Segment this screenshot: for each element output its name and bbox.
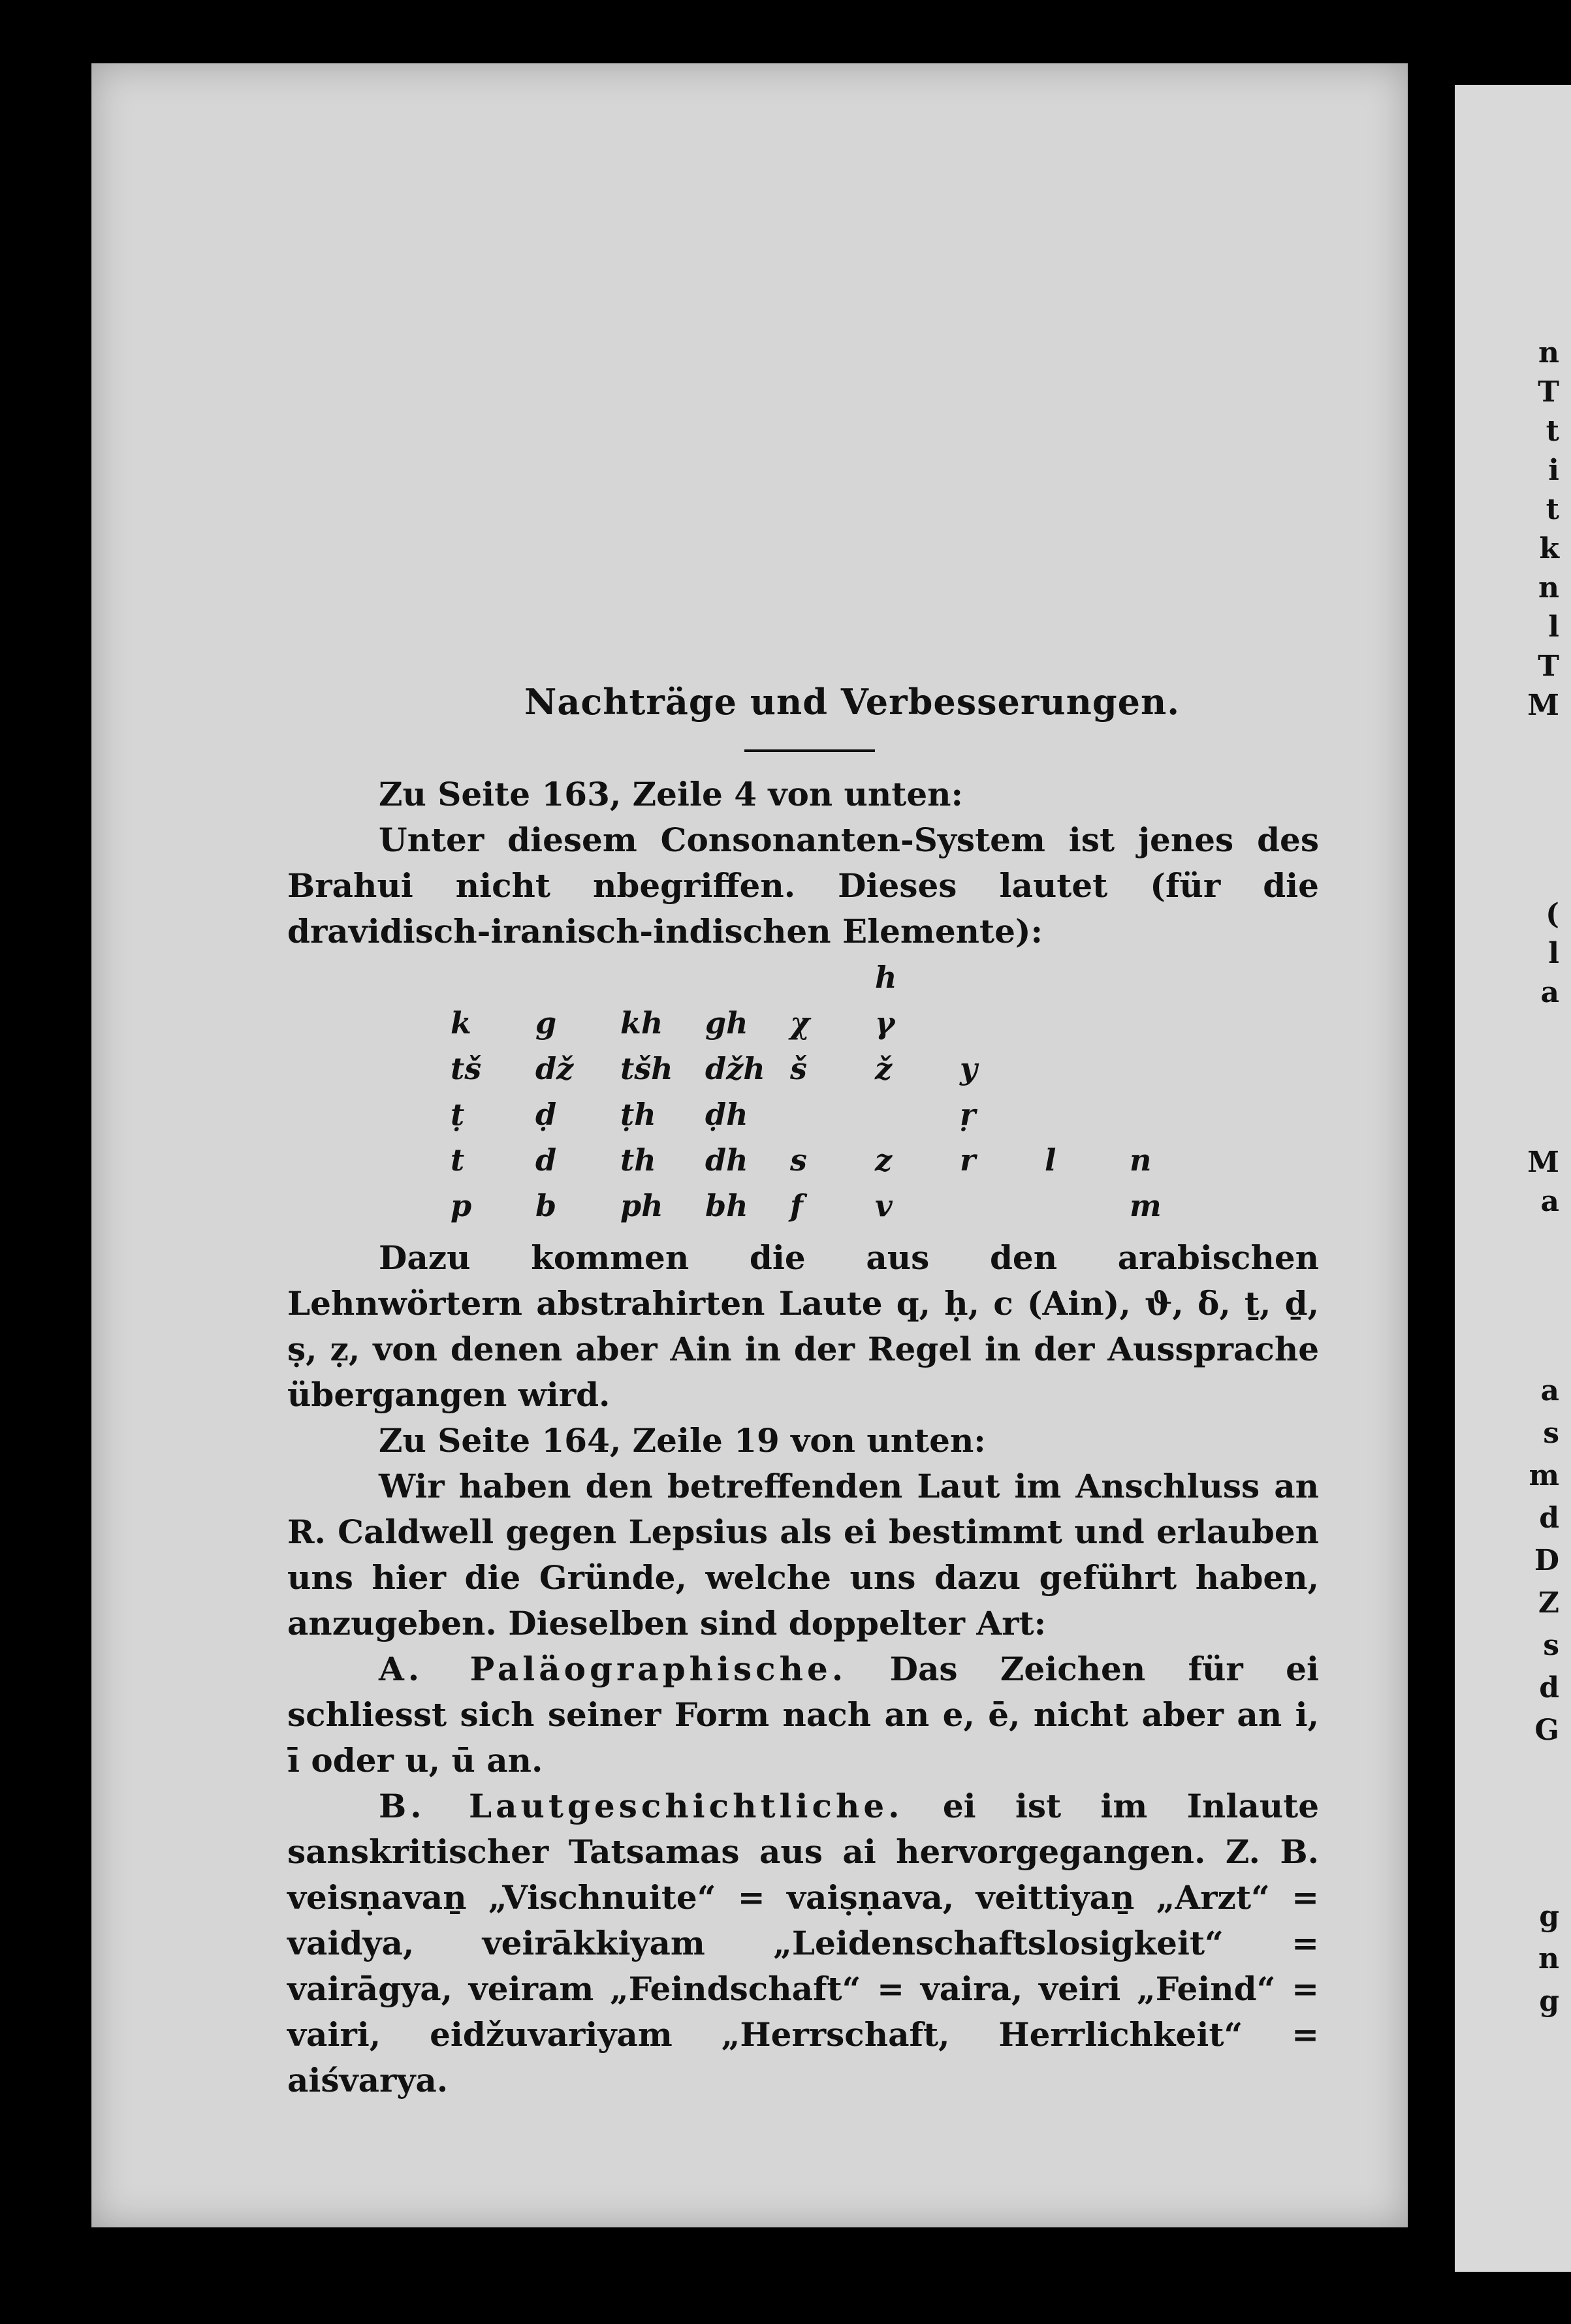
- consonant-cell: [960, 1183, 1045, 1229]
- consonant-row: [451, 1137, 1214, 1183]
- reference-163: Zu Seite 163, Zeile 4 von unten:: [379, 775, 963, 813]
- consonant-row: [451, 1000, 1214, 1046]
- label-a: A. Paläographische.: [379, 1650, 848, 1688]
- consonant-cell: k: [451, 1005, 471, 1041]
- page-content: [287, 679, 1319, 2103]
- consonant-cell: t: [451, 1142, 465, 1178]
- adjacent-page-edge: n T t i t k n l T M ( l a M a a s m d D Z s d G g n g: [1455, 85, 1571, 2272]
- consonant-cell: [790, 954, 875, 1000]
- consonant-cell: bh: [705, 1188, 748, 1223]
- consonant-cell: [1130, 1091, 1214, 1137]
- consonant-row: [451, 1046, 1214, 1091]
- consonant-row: [451, 1091, 1214, 1137]
- consonant-cell: n: [1130, 1142, 1152, 1178]
- paragraph-brahui: Unter diesem Consonanten-System ist jenes des Brahui nicht nbegriffen. Dieses lautet (für die dravidisch-iranisch-indischen Elemente):: [287, 821, 1319, 950]
- consonant-cell: ph: [620, 1188, 663, 1223]
- reference-164: Zu Seite 164, Zeile 19 von unten:: [379, 1421, 986, 1460]
- consonant-cell: ž: [875, 1051, 893, 1086]
- consonant-cell: tš: [451, 1051, 482, 1086]
- consonant-cell: [960, 954, 1045, 1000]
- consonant-cell: b: [535, 1188, 557, 1223]
- consonant-cell: [1045, 954, 1130, 1000]
- consonant-cell: g: [535, 1005, 557, 1041]
- consonant-cell: h: [875, 960, 897, 995]
- consonant-cell: p: [451, 1188, 472, 1223]
- label-b: B. Lautgeschichtliche.: [379, 1787, 904, 1825]
- consonant-cell: š: [790, 1051, 807, 1086]
- consonant-cell: [960, 1000, 1045, 1046]
- paragraph-palaeographic: A. Paläographische. Das Zeichen für ei schliesst sich seiner Form nach an e, ē, nicht aber an i, ī oder u, ū an.: [287, 1650, 1319, 1780]
- consonant-cell: [1130, 1046, 1214, 1091]
- consonant-row: [451, 1183, 1214, 1229]
- consonant-cell: r: [960, 1142, 976, 1178]
- consonant-cell: γ: [875, 1005, 895, 1041]
- consonant-cell: ṛ: [960, 1097, 976, 1132]
- consonant-cell: th: [620, 1142, 656, 1178]
- consonant-cell: gh: [705, 1005, 748, 1041]
- consonant-cell: ḍh: [705, 1097, 748, 1132]
- consonant-row: [451, 954, 1214, 1000]
- consonant-table: [451, 954, 1214, 1229]
- consonant-cell: [1045, 1091, 1130, 1137]
- consonant-cell: dž: [535, 1051, 574, 1086]
- consonant-cell: m: [1130, 1188, 1162, 1223]
- title-rule: [744, 749, 875, 752]
- consonant-cell: tšh: [620, 1051, 673, 1086]
- consonant-cell: [875, 1091, 960, 1137]
- consonant-cell: l: [1045, 1142, 1056, 1178]
- consonant-cell: ṭ: [451, 1097, 465, 1132]
- consonant-cell: ḍ: [535, 1097, 557, 1132]
- consonant-cell: χ: [790, 1005, 810, 1041]
- consonant-cell: s: [790, 1142, 807, 1178]
- consonant-cell: dh: [705, 1142, 748, 1178]
- consonant-cell: y: [960, 1051, 977, 1086]
- consonant-cell: z: [875, 1142, 893, 1178]
- consonant-cell: ṭh: [620, 1097, 656, 1132]
- consonant-cell: [620, 954, 705, 1000]
- paragraph-caldwell: Wir haben den betreffenden Laut im Anschluss an R. Caldwell gegen Lepsius als ei bestimmt und erlauben uns hier die Gründe, welche uns dazu geführt haben, anzugeben. Dieselben sind doppelter Art:: [287, 1467, 1319, 1642]
- page-title: Nachträge und Verbesserungen.: [524, 681, 1181, 723]
- consonant-cell: [1045, 1046, 1130, 1091]
- consonant-cell: [1130, 1000, 1214, 1046]
- consonant-cell: džh: [705, 1051, 765, 1086]
- consonant-cell: kh: [620, 1005, 663, 1041]
- consonant-cell: [705, 954, 790, 1000]
- consonant-cell: d: [535, 1142, 557, 1178]
- consonant-cell: [451, 954, 535, 1000]
- consonant-cell: [1045, 1000, 1130, 1046]
- paragraph-phonological: B. Lautgeschichtliche. ei ist im Inlaute sanskritischer Tatsamas aus ai hervorgegangen. Z. B. veisṇavaṉ „Vischnuite“ = vaiṣṇava, veittiyaṉ „Arzt“ = vaidya, veirākkiyam „Leidenschaftslosigkeit“ = vairāgya, veiram „Feindschaft“ = vaira, veiri „Feind“ = vairi, eidžuvariyam „Herrschaft, Herrlichkeit“ = aiśvarya.: [287, 1787, 1319, 2099]
- consonant-cell: f: [790, 1188, 803, 1223]
- paragraph-arabic: Dazu kommen die aus den arabischen Lehnwörtern abstrahirten Laute q, ḥ, c (Ain), ϑ, δ, ṯ, ḏ, ṣ, ẓ, von denen aber Ain in der Regel in der Aussprache übergangen wird.: [287, 1238, 1319, 1414]
- consonant-cell: [535, 954, 620, 1000]
- consonant-cell: [1045, 1183, 1130, 1229]
- consonant-cell: [1130, 954, 1214, 1000]
- consonant-cell: v: [875, 1188, 893, 1223]
- consonant-cell: [790, 1091, 875, 1137]
